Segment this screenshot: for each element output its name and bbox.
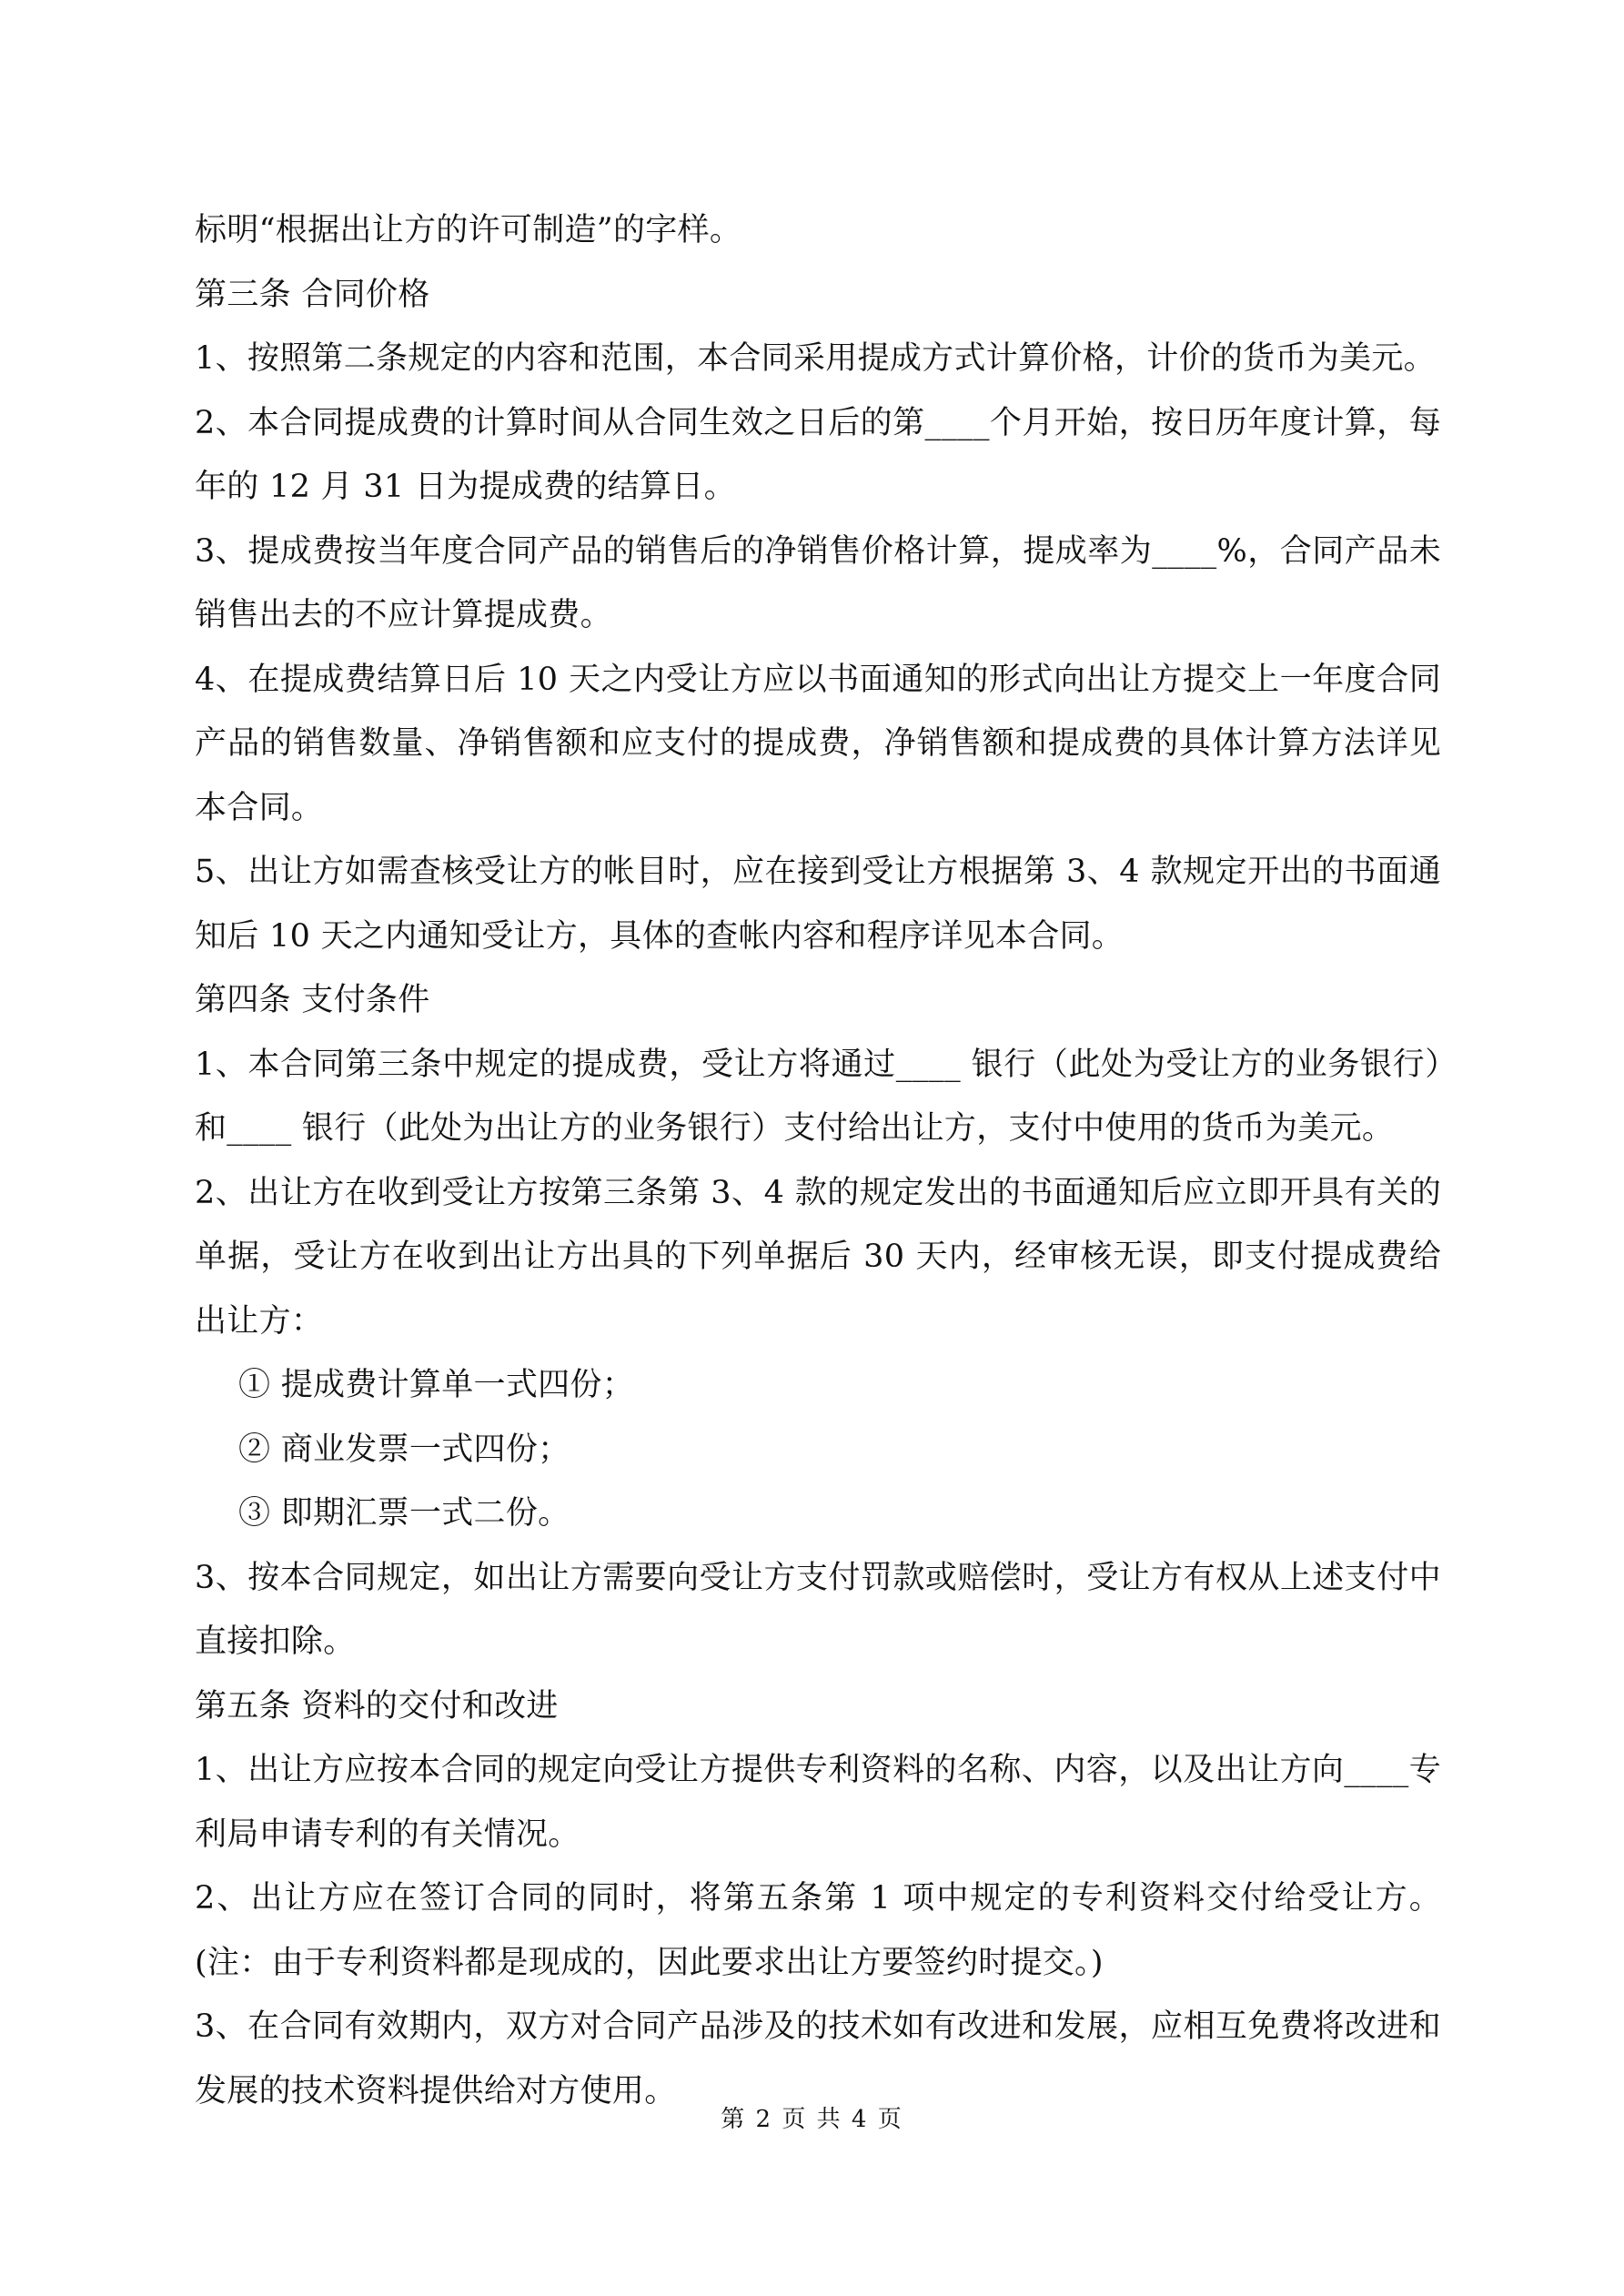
list-item: ② 商业发票一式四份；	[238, 1431, 570, 1468]
paragraph: 4、在提成费结算日后 10 天之内受让方应以书面通知的形式向出让方提交上一年度合同产品的销售数量、净销售额和应支付的提成费，净销售额和提成费的具体计算方法详见本合同。	[195, 661, 1441, 826]
paragraph: 5、出让方如需查核受让方的帐目时，应在接到受让方根据第 3、4 款规定开出的书面通知后 10 天之内通知受让方，具体的查帐内容和程序详见本合同。	[195, 854, 1441, 955]
paragraph: 3、按本合同规定，如出让方需要向受让方支付罚款或赔偿时，受让方有权从上述支付中直接扣除。	[195, 1559, 1441, 1660]
paragraph: 1、本合同第三条中规定的提成费，受让方将通过____ 银行（此处为受让方的业务银行）和____ 银行（此处为出让方的业务银行）支付给出让方，支付中使用的货币为美元。	[195, 1046, 1441, 1147]
paragraph: 2、出让方应在签订合同的同时，将第五条第 1 项中规定的专利资料交付给受让方。(注：由于专利资料都是现成的，因此要求出让方要签约时提交。)	[195, 1880, 1441, 1981]
page-number-footer: 第 2 页 共 4 页	[721, 2106, 903, 2133]
section-heading-3: 第三条 合同价格	[195, 276, 430, 313]
paragraph: 3、在合同有效期内，双方对合同产品涉及的技术如有改进和发展，应相互免费将改进和发展的技术资料提供给对方使用。	[195, 2008, 1441, 2109]
paragraph-continuation: 标明“根据出让方的许可制造”的字样。	[195, 212, 742, 248]
section-heading-5: 第五条 资料的交付和改进	[195, 1687, 559, 1725]
paragraph: 1、出让方应按本合同的规定向受让方提供专利资料的名称、内容，以及出让方向____专利局申请专利的有关情况。	[195, 1752, 1441, 1853]
section-heading-4: 第四条 支付条件	[195, 982, 430, 1018]
paragraph: 1、按照第二条规定的内容和范围，本合同采用提成方式计算价格，计价的货币为美元。	[195, 340, 1436, 377]
document-body	[195, 198, 1441, 2123]
list-item: ③ 即期汇票一式二份。	[238, 1495, 570, 1532]
paragraph: 2、本合同提成费的计算时间从合同生效之日后的第____个月开始，按日历年度计算，每年的 12 月 31 日为提成费的结算日。	[195, 404, 1441, 505]
paragraph: 2、出让方在收到受让方按第三条第 3、4 款的规定发出的书面通知后应立即开具有关的单据，受让方在收到出让方出具的下列单据后 30 天内，经审核无误，即支付提成费给出让方：	[195, 1174, 1441, 1340]
paragraph: 3、提成费按当年度合同产品的销售后的净销售价格计算，提成率为____%，合同产品未销售出去的不应计算提成费。	[195, 532, 1441, 633]
list-item: ① 提成费计算单一式四份；	[238, 1367, 635, 1403]
